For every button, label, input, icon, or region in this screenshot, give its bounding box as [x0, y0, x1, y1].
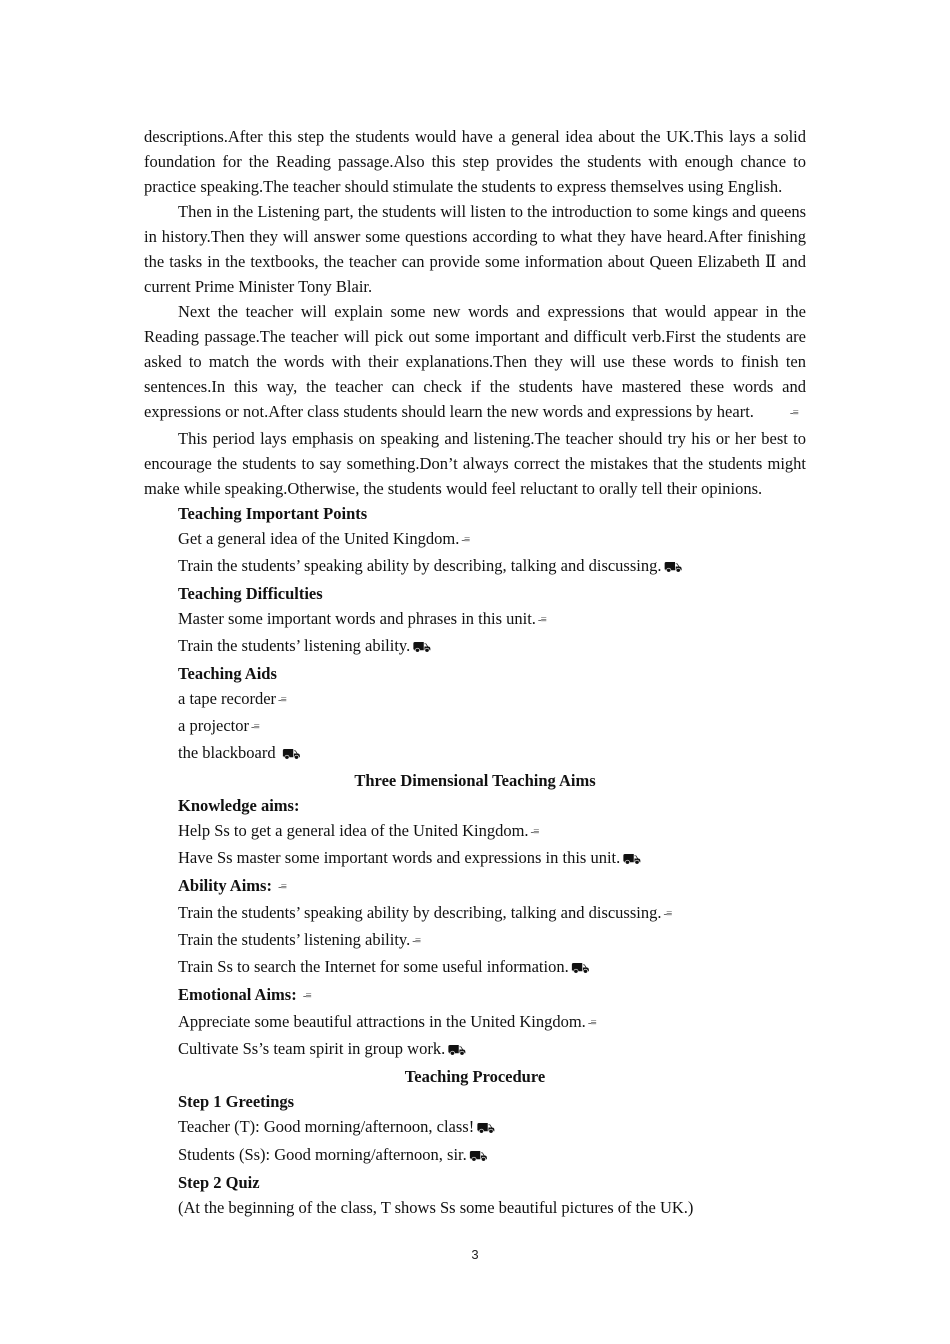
section-heading: Knowledge aims:: [178, 796, 300, 815]
paragraph-mark-icon: -≡: [537, 614, 546, 626]
list-item-text: Have Ss master some important words and expressions in this unit.: [178, 848, 621, 867]
list-item-text: Cultivate Ss’s team spirit in group work.: [178, 1039, 446, 1058]
paragraph-mark-icon: -≡: [302, 990, 311, 1002]
list-item: [178, 954, 806, 982]
section-title: Teaching Procedure: [404, 1067, 546, 1086]
list-item-text: Appreciate some beautiful attractions in the United Kingdom.: [178, 1012, 586, 1031]
paragraph-mark-icon: -≡: [412, 935, 421, 947]
list-item-text: Train the students’ listening ability.: [178, 636, 411, 655]
dialogue-line: [178, 1142, 806, 1170]
list-item-text: Help Ss to get a general idea of the United Kingdom.: [178, 821, 529, 840]
list-item: [178, 845, 806, 873]
list-item-text: Train the students’ listening ability.: [178, 930, 411, 949]
section-heading: Step 2 Quiz: [178, 1173, 260, 1192]
list-item: [178, 927, 806, 954]
paragraph-mark-icon: -≡: [278, 881, 286, 893]
end-mark-icon: ⛟: [281, 747, 301, 763]
list-item-text: a projector: [178, 716, 250, 735]
dialogue-text: Students (Ss): Good morning/afternoon, sir.: [178, 1145, 467, 1164]
list-item-text: a tape recorder: [178, 689, 277, 708]
paragraph-mark-icon: -≡: [663, 908, 672, 920]
paragraph: [144, 299, 806, 426]
list-item-text: Get a general idea of the United Kingdom.: [178, 529, 460, 548]
paragraph-mark-icon: -≡: [587, 1017, 596, 1029]
section-heading: Teaching Important Points: [178, 504, 368, 523]
list-item: [178, 1009, 806, 1036]
dialogue-line: [178, 1114, 806, 1142]
section-title: Three Dimensional Teaching Aims: [354, 771, 596, 790]
list-item: [178, 900, 806, 927]
list-item: [178, 713, 806, 740]
list-item-text: Train Ss to search the Internet for some useful information.: [178, 957, 569, 976]
paragraph-mark-icon: -≡: [278, 694, 286, 706]
dialogue-text: Teacher (T): Good morning/afternoon, class!: [178, 1117, 475, 1136]
document-page: [144, 124, 806, 1220]
paragraph: This period lays emphasis on speaking and listening.The teacher should try his or her best to encourage the students to say something.Don’t always correct the mistakes that the students might make while speaking.Otherwise, the students would feel reluctant to orally tell their opinions.: [144, 429, 806, 498]
section-heading: Emotional Aims:: [178, 985, 301, 1004]
list-item: [178, 686, 806, 713]
section-heading-line: [178, 982, 806, 1009]
paragraph-mark-icon: -≡: [530, 826, 539, 838]
section-heading: Teaching Difficulties: [178, 584, 323, 603]
paragraph-mark-icon: -≡: [789, 407, 798, 419]
list-item: [178, 740, 806, 768]
page-number: 3: [471, 1247, 479, 1262]
paragraph: descriptions.After this step the students would have a general idea about the UK.This lays a solid foundation for the Reading passage.Also this step provides the students with enough chance to practice speaking.The teacher should stimulate the students to express themselves using English.: [144, 127, 806, 196]
section-heading: Step 1 Greetings: [178, 1092, 295, 1111]
end-mark-icon: ⛟: [663, 560, 683, 576]
end-mark-icon: ⛟: [447, 1043, 467, 1059]
end-mark-icon: ⛟: [622, 852, 642, 868]
end-mark-icon: ⛟: [570, 961, 590, 977]
end-mark-icon: ⛟: [412, 640, 432, 656]
list-item-text: the blackboard: [178, 743, 280, 762]
list-item: [178, 818, 806, 845]
list-item: [178, 606, 806, 633]
list-item-text: Master some important words and phrases in this unit.: [178, 609, 536, 628]
section-heading-line: [178, 873, 806, 900]
paragraph-mark-icon: -≡: [461, 534, 470, 546]
list-item: [178, 1036, 806, 1064]
list-item-text: Train the students’ speaking ability by describing, talking and discussing.: [178, 903, 662, 922]
end-mark-icon: ⛟: [468, 1149, 488, 1165]
list-item: [178, 553, 806, 581]
note-line: (At the beginning of the class, T shows Ss some beautiful pictures of the UK.): [178, 1198, 694, 1217]
list-item: [178, 633, 806, 661]
section-heading: Ability Aims:: [178, 876, 277, 895]
end-mark-icon: ⛟: [476, 1121, 496, 1137]
paragraph-text: Next the teacher will explain some new words and expressions that would appear in the Reading passage.The teacher will pick out some important and difficult verb.First the students are asked to match the words with their explanations.Then they will use these words to finish ten sentences.In this way, the teacher can check if the students have mastered these words and expressions or not.After class students should learn the new words and expressions by heart.: [144, 302, 806, 421]
list-item: [178, 526, 806, 553]
paragraph-mark-icon: -≡: [251, 721, 259, 733]
section-heading: Teaching Aids: [178, 664, 277, 683]
paragraph: Then in the Listening part, the students will listen to the introduction to some kings and queens in history.Then they will answer some questions according to what they have heard.After finishing the tasks in the textbooks, the teacher can provide some information about Queen Elizabeth Ⅱ and current Prime Minister Tony Blair.: [144, 202, 806, 296]
list-item-text: Train the students’ speaking ability by describing, talking and discussing.: [178, 556, 662, 575]
